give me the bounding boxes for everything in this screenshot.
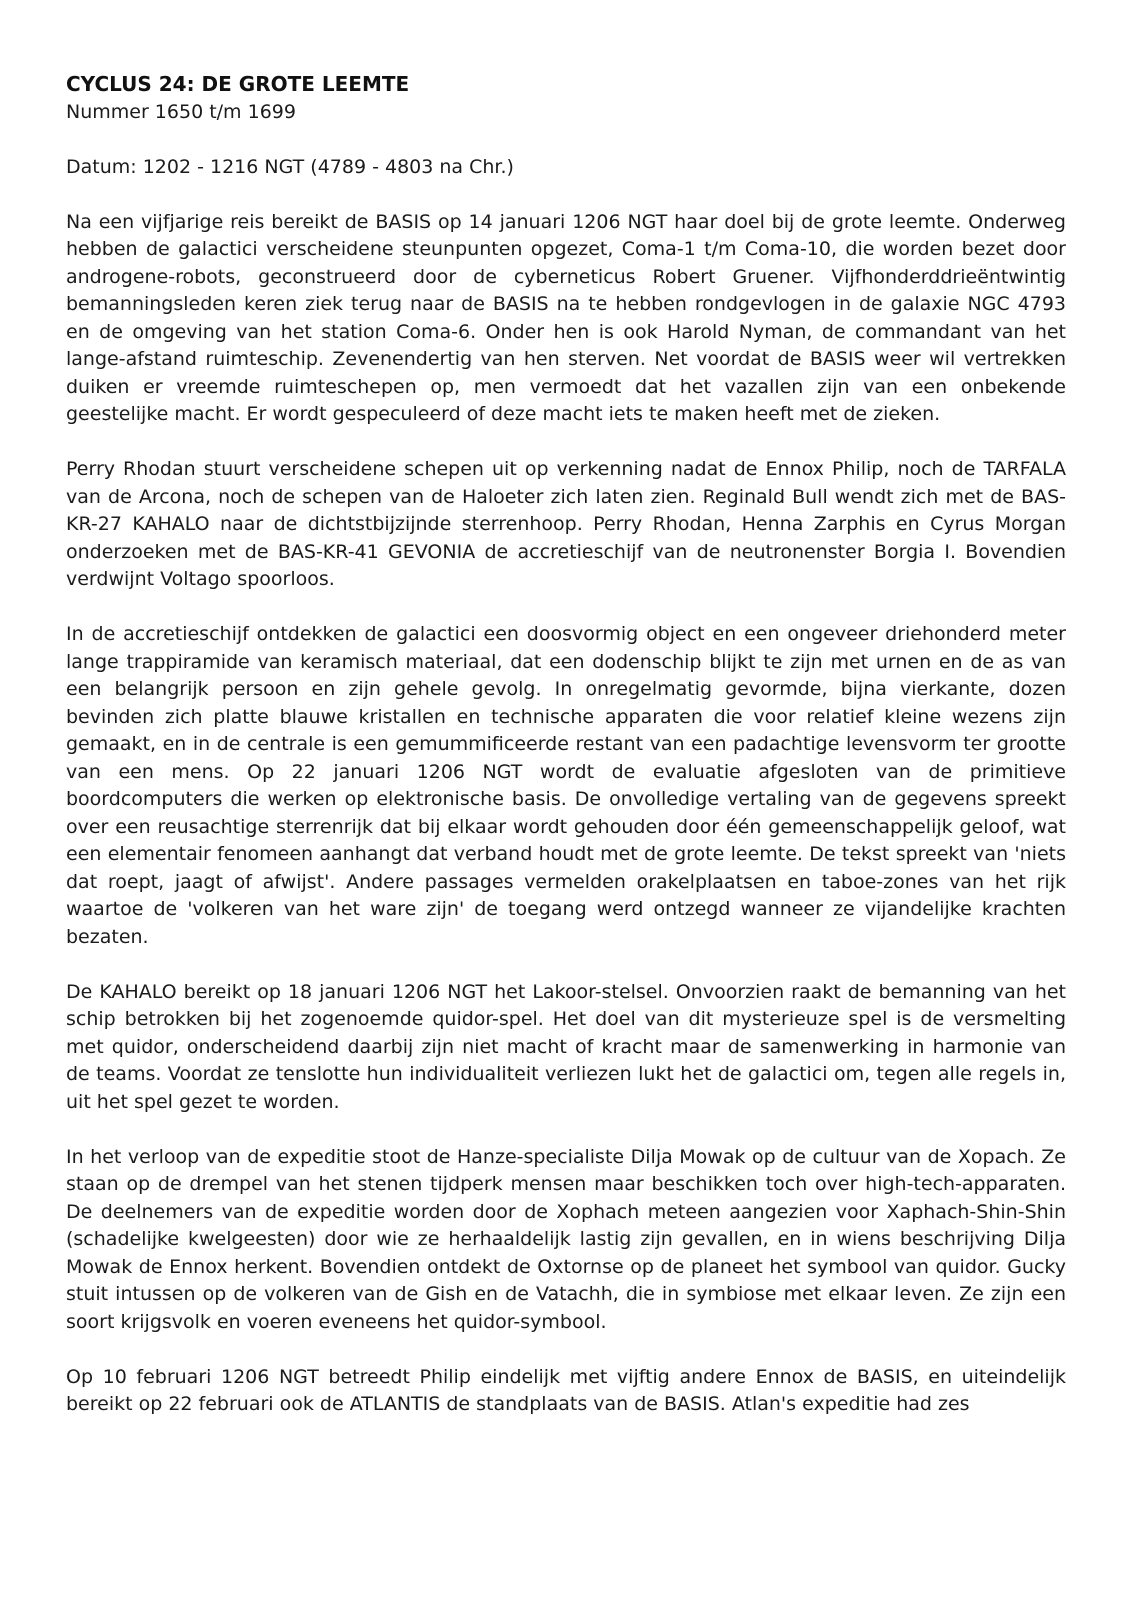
document-numbers-line: Nummer 1650 t/m 1699 — [66, 100, 296, 123]
paragraph-accretion-disc-discovery: In de accretieschijf ontdekken de galactici een doosvormig object en een ongeveer driehonderd meter lange trappiramide van keramisch materiaal, dat een dodenschip blijkt te zijn met urnen en de as van een belangrijk persoon en zijn gehele gevolg. In onregelmatig gevormde, bijna vierkante, dozen bevinden zich platte blauwe kristallen en technische apparaten die voor relatief kleine wezens zijn gemaakt, en in de centrale is een gemummificeerde restant van een padachtige levensvorm ter grootte van een mens. Op 22 januari 1206 NGT wordt de evaluatie afgesloten van de primitieve boordcomputers die werken op elektronische basis. De onvolledige vertaling van de gegevens spreekt over een reusachtige sterrenrijk dat bij elkaar wordt gehouden door één gemeenschappelijk geloof, wat een elementair fenomeen aanhangt dat verband houdt met de grote leemte. De tekst spreekt van 'niets dat roept, jaagt of afwijst'. Andere passages vermelden orakelplaatsen en taboe-zones van het rijk waartoe de 'volkeren van het ware zijn' de toegang werd ontzegd wanneer ze vijandelijke krachten bezaten. — [66, 623, 1066, 948]
document-date-line: Datum: 1202 - 1216 NGT (4789 - 4803 na Chr.) — [66, 155, 514, 178]
paragraph-arrival-basis: Na een vijfjarige reis bereikt de BASIS op 14 januari 1206 NGT haar doel bij de grote leemte. Onderweg hebben de galactici verscheidene steunpunten opgezet, Coma-1 t/m Coma-10, die worden bezet door androgene-robots, geconstrueerd door de cyberneticus Robert Gruener. Vijfhonderddrieëntwintig bemanningsleden keren ziek terug naar de BASIS na te hebben rondgevlogen in de galaxie NGC 4793 en de omgeving van het station Coma-6. Onder hen is ook Harold Nyman, de commandant van het lange-afstand ruimteschip. Zevenendertig van hen sterven. Net voordat de BASIS weer wil vertrekken duiken er vreemde ruimteschepen op, men vermoedt dat het vazallen zijn van een onbekende geestelijke macht. Er wordt gespeculeerd of deze macht iets te maken heeft met de zieken. — [66, 210, 1066, 425]
paragraph-scouting-ships: Perry Rhodan stuurt verscheidene schepen uit op verkenning nadat de Ennox Philip, noch de TARFALA van de Arcona, noch de schepen van de Haloeter zich laten zien. Reginald Bull wendt zich met de BAS-KR-27 KAHALO naar de dichtstbijzijnde sterrenhoop. Perry Rhodan, Henna Zarphis en Cyrus Morgan onderzoeken met de BAS-KR-41 GEVONIA de accretieschijf van de neutronenster Borgia I. Bovendien verdwijnt Voltago spoorloos. — [66, 458, 1066, 590]
paragraph-xopach-expedition: In het verloop van de expeditie stoot de Hanze-specialiste Dilja Mowak op de cultuur van de Xopach. Ze staan op de drempel van het stenen tijdperk mensen maar beschikken toch over high-tech-apparaten. De deelnemers van de expeditie worden door de Xophach meteen aangezien voor Xaphach-Shin-Shin (schadelijke kwelgeesten) door wie ze herhaaldelijk lastig zijn gevallen, en in wiens beschrijving Dilja Mowak de Ennox herkent. Bovendien ontdekt de Oxtornse op de planeet het symbool van quidor. Gucky stuit intussen op de volkeren van de Gish en de Vatachh, die in symbiose met elkaar leven. Ze zijn een soort krijgsvolk en voeren eveneens het quidor-symbool. — [66, 1145, 1066, 1333]
paragraph-philip-atlantis: Op 10 februari 1206 NGT betreedt Philip eindelijk met vijftig andere Ennox de BASIS, en uiteindelijk bereikt op 22 februari ook de ATLANTIS de standplaats van de BASIS. Atlan's expeditie had zes — [66, 1365, 1066, 1415]
document-title: CYCLUS 24: DE GROTE LEEMTE — [66, 72, 410, 96]
paragraph-kahalo-lakoor: De KAHALO bereikt op 18 januari 1206 NGT het Lakoor-stelsel. Onvoorzien raakt de bemanning van het schip betrokken bij het zogenoemde quidor-spel. Het doel van dit mysterieuze spel is de versmelting met quidor, onderscheidend daarbij zijn niet macht of kracht maar de samenwerking in harmonie van de teams. Voordat ze tenslotte hun individualiteit verliezen lukt het de galactici om, tegen alle regels in, uit het spel gezet te worden. — [66, 980, 1066, 1113]
